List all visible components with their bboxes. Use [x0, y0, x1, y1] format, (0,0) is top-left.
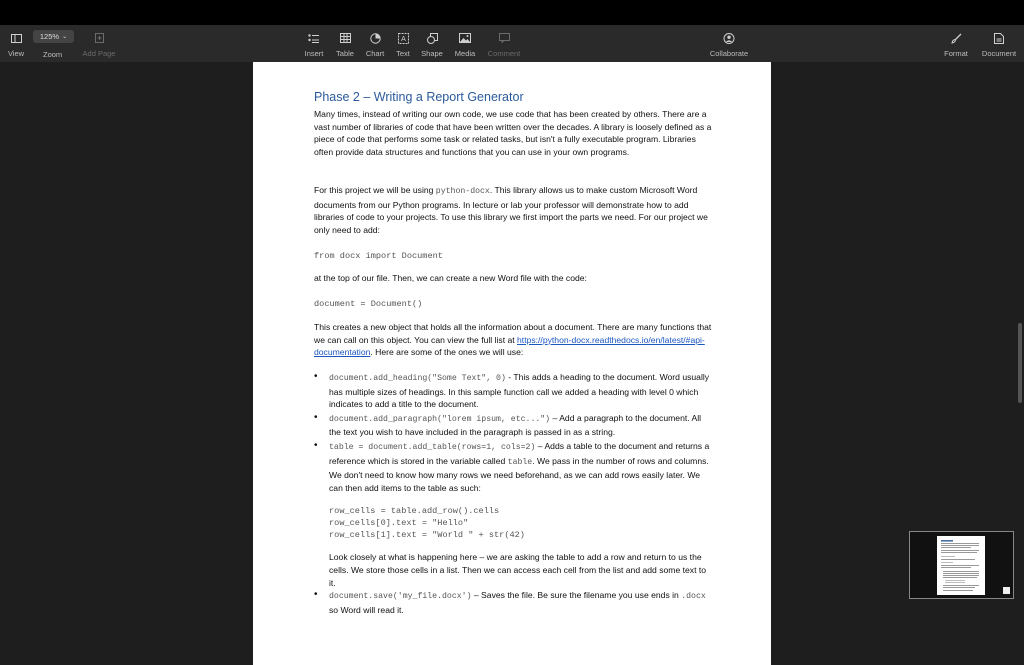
shape-label: Shape — [421, 49, 443, 58]
inline-code-add-table: table = document.add_table(rows=1, cols=2) — [329, 442, 536, 452]
text-button[interactable] — [391, 25, 415, 62]
media-label: Media — [454, 49, 476, 58]
table-button[interactable] — [333, 25, 357, 62]
list-item-text: – Add a paragraph to the document. All the text you wish to have included in the paragraph is passed in as a string. — [329, 412, 702, 438]
page-thumbnail-lines — [937, 536, 985, 595]
paragraph-top-of-file: at the top of our file. Then, we can create a new Word file with the code: — [314, 273, 587, 283]
code-import-document: from docx import Document — [314, 251, 443, 261]
page-navigator-thumbnail[interactable] — [909, 531, 1014, 599]
insert-label: Insert — [304, 49, 324, 58]
page-heading: Phase 2 – Writing a Report Generator — [314, 90, 524, 104]
code-block-table-row: row_cells = table.add_row().cells row_cells[0].text = "Hello" row_cells[1].text = "World " + str(42) — [329, 506, 525, 541]
paragraph-functions — [314, 321, 714, 359]
paragraph-intro: Many times, instead of writing our own code, we use code that has been created by others. There are a vast number of libraries of code that have been written over the decades. A library is loosely defined as a piece of code that performs some task or related tasks, but isn't a fully executable program. Libraries often provide data structures and functions that you can use in your own programs. — [314, 109, 712, 157]
list-item — [314, 440, 714, 494]
list-item-text: so Word will read it. — [329, 604, 404, 615]
inline-code-table: table — [507, 457, 533, 467]
collaborate-icon — [719, 28, 739, 48]
svg-text:A: A — [400, 35, 406, 43]
paragraph-library — [314, 184, 714, 236]
comment-label: Comment — [487, 49, 521, 58]
zoom-value: 125% — [39, 32, 60, 41]
text-box-icon — [393, 28, 413, 48]
paragraph-table-explanation: Look closely at what is happening here – we are asking the table to add a row and return to us the cells. We store those cells in a list. Then we can access each cell from the list and add some text to it. — [329, 552, 707, 588]
list-item-text: – Saves the file. Be sure the filename you use ends in — [471, 590, 682, 601]
list-item-text: . We pass in the number of rows and columns. We don't need to know how many rows we need beforehand, as we can add rows easily later. We can then add items to the table as such: — [329, 455, 709, 493]
page-thumbnail[interactable] — [937, 536, 985, 595]
image-icon — [455, 28, 475, 48]
table-label: Table — [336, 49, 354, 58]
document-button[interactable] — [979, 25, 1019, 62]
paragraph-library-text-a: For this project we will be using — [314, 185, 436, 195]
collaborate-label: Collaborate — [709, 49, 749, 58]
paragraph-library-text-b: . This library allows us to make custom Microsoft Word documents from our Python programs. In lecture or lab your professor will demonstrate how to add libraries of code to your projects. To use this library we first import the parts we need. For our project we only need to add: — [314, 185, 708, 235]
insert-list-icon — [304, 28, 324, 48]
view-label: View — [7, 49, 25, 58]
add-page-label: Add Page — [82, 49, 116, 58]
inline-code-docx: .docx — [681, 592, 706, 602]
chart-button[interactable] — [363, 25, 387, 62]
shape-icon — [422, 28, 442, 48]
insert-button[interactable] — [302, 25, 326, 62]
vertical-scrollbar[interactable] — [1018, 323, 1022, 403]
chart-label: Chart — [365, 49, 385, 58]
add-page-icon — [89, 28, 109, 48]
function-list — [314, 371, 714, 617]
list-item — [314, 371, 714, 411]
list-item — [314, 412, 714, 439]
chevron-down-icon: ⌄ — [62, 34, 68, 40]
paragraph-functions-text-a: This creates a new object that holds all the information about a document. There are many functions that we can call on this object. You can view the full list at — [314, 322, 712, 345]
collaborate-button[interactable] — [704, 25, 754, 62]
paragraph-functions-text-b: . Here are some of the ones we will use: — [370, 347, 524, 358]
table-icon — [335, 28, 355, 48]
chart-icon — [365, 28, 385, 48]
paintbrush-icon — [946, 28, 966, 48]
zoom-select[interactable] — [33, 30, 74, 43]
comment-icon — [494, 28, 514, 48]
thumbnail-view-indicator — [1003, 587, 1010, 594]
media-button[interactable] — [453, 25, 477, 62]
zoom-label: Zoom — [43, 50, 63, 59]
inline-code-python-docx: python-docx — [435, 187, 490, 196]
list-item-text: – Adds a table to the document and returns a reference which is stored in the variable called — [329, 440, 710, 466]
document-page[interactable] — [253, 62, 771, 665]
list-item-text: - This adds a heading to the document. Word usually has multiple sizes of headings. In this sample function call we added a heading with level 0 which indicates to add a title to the document. — [329, 372, 710, 410]
view-button[interactable] — [5, 25, 27, 62]
inline-code-add-paragraph: document.add_paragraph("lorem ipsum, etc...") — [329, 414, 551, 424]
format-button[interactable] — [940, 25, 972, 62]
window-top-bar — [0, 0, 1024, 25]
code-create-document: document = Document() — [314, 299, 423, 309]
list-item — [314, 589, 714, 616]
text-label: Text — [396, 49, 410, 58]
inline-code-save: document.save('my_file.docx') — [329, 592, 472, 602]
sidebar-icon — [6, 28, 26, 48]
add-page-button[interactable] — [82, 25, 116, 62]
inline-code-add-heading: document.add_heading("Some Text", 0) — [329, 374, 506, 383]
toolbar — [0, 25, 1024, 63]
api-documentation-link[interactable]: https://python-docx.readthedocs.io/en/latest/#api-documentation — [314, 334, 705, 358]
document-label: Document — [981, 49, 1017, 58]
format-label: Format — [944, 49, 968, 58]
comment-button[interactable] — [487, 25, 521, 62]
document-icon — [989, 28, 1009, 48]
shape-button[interactable] — [420, 25, 444, 62]
